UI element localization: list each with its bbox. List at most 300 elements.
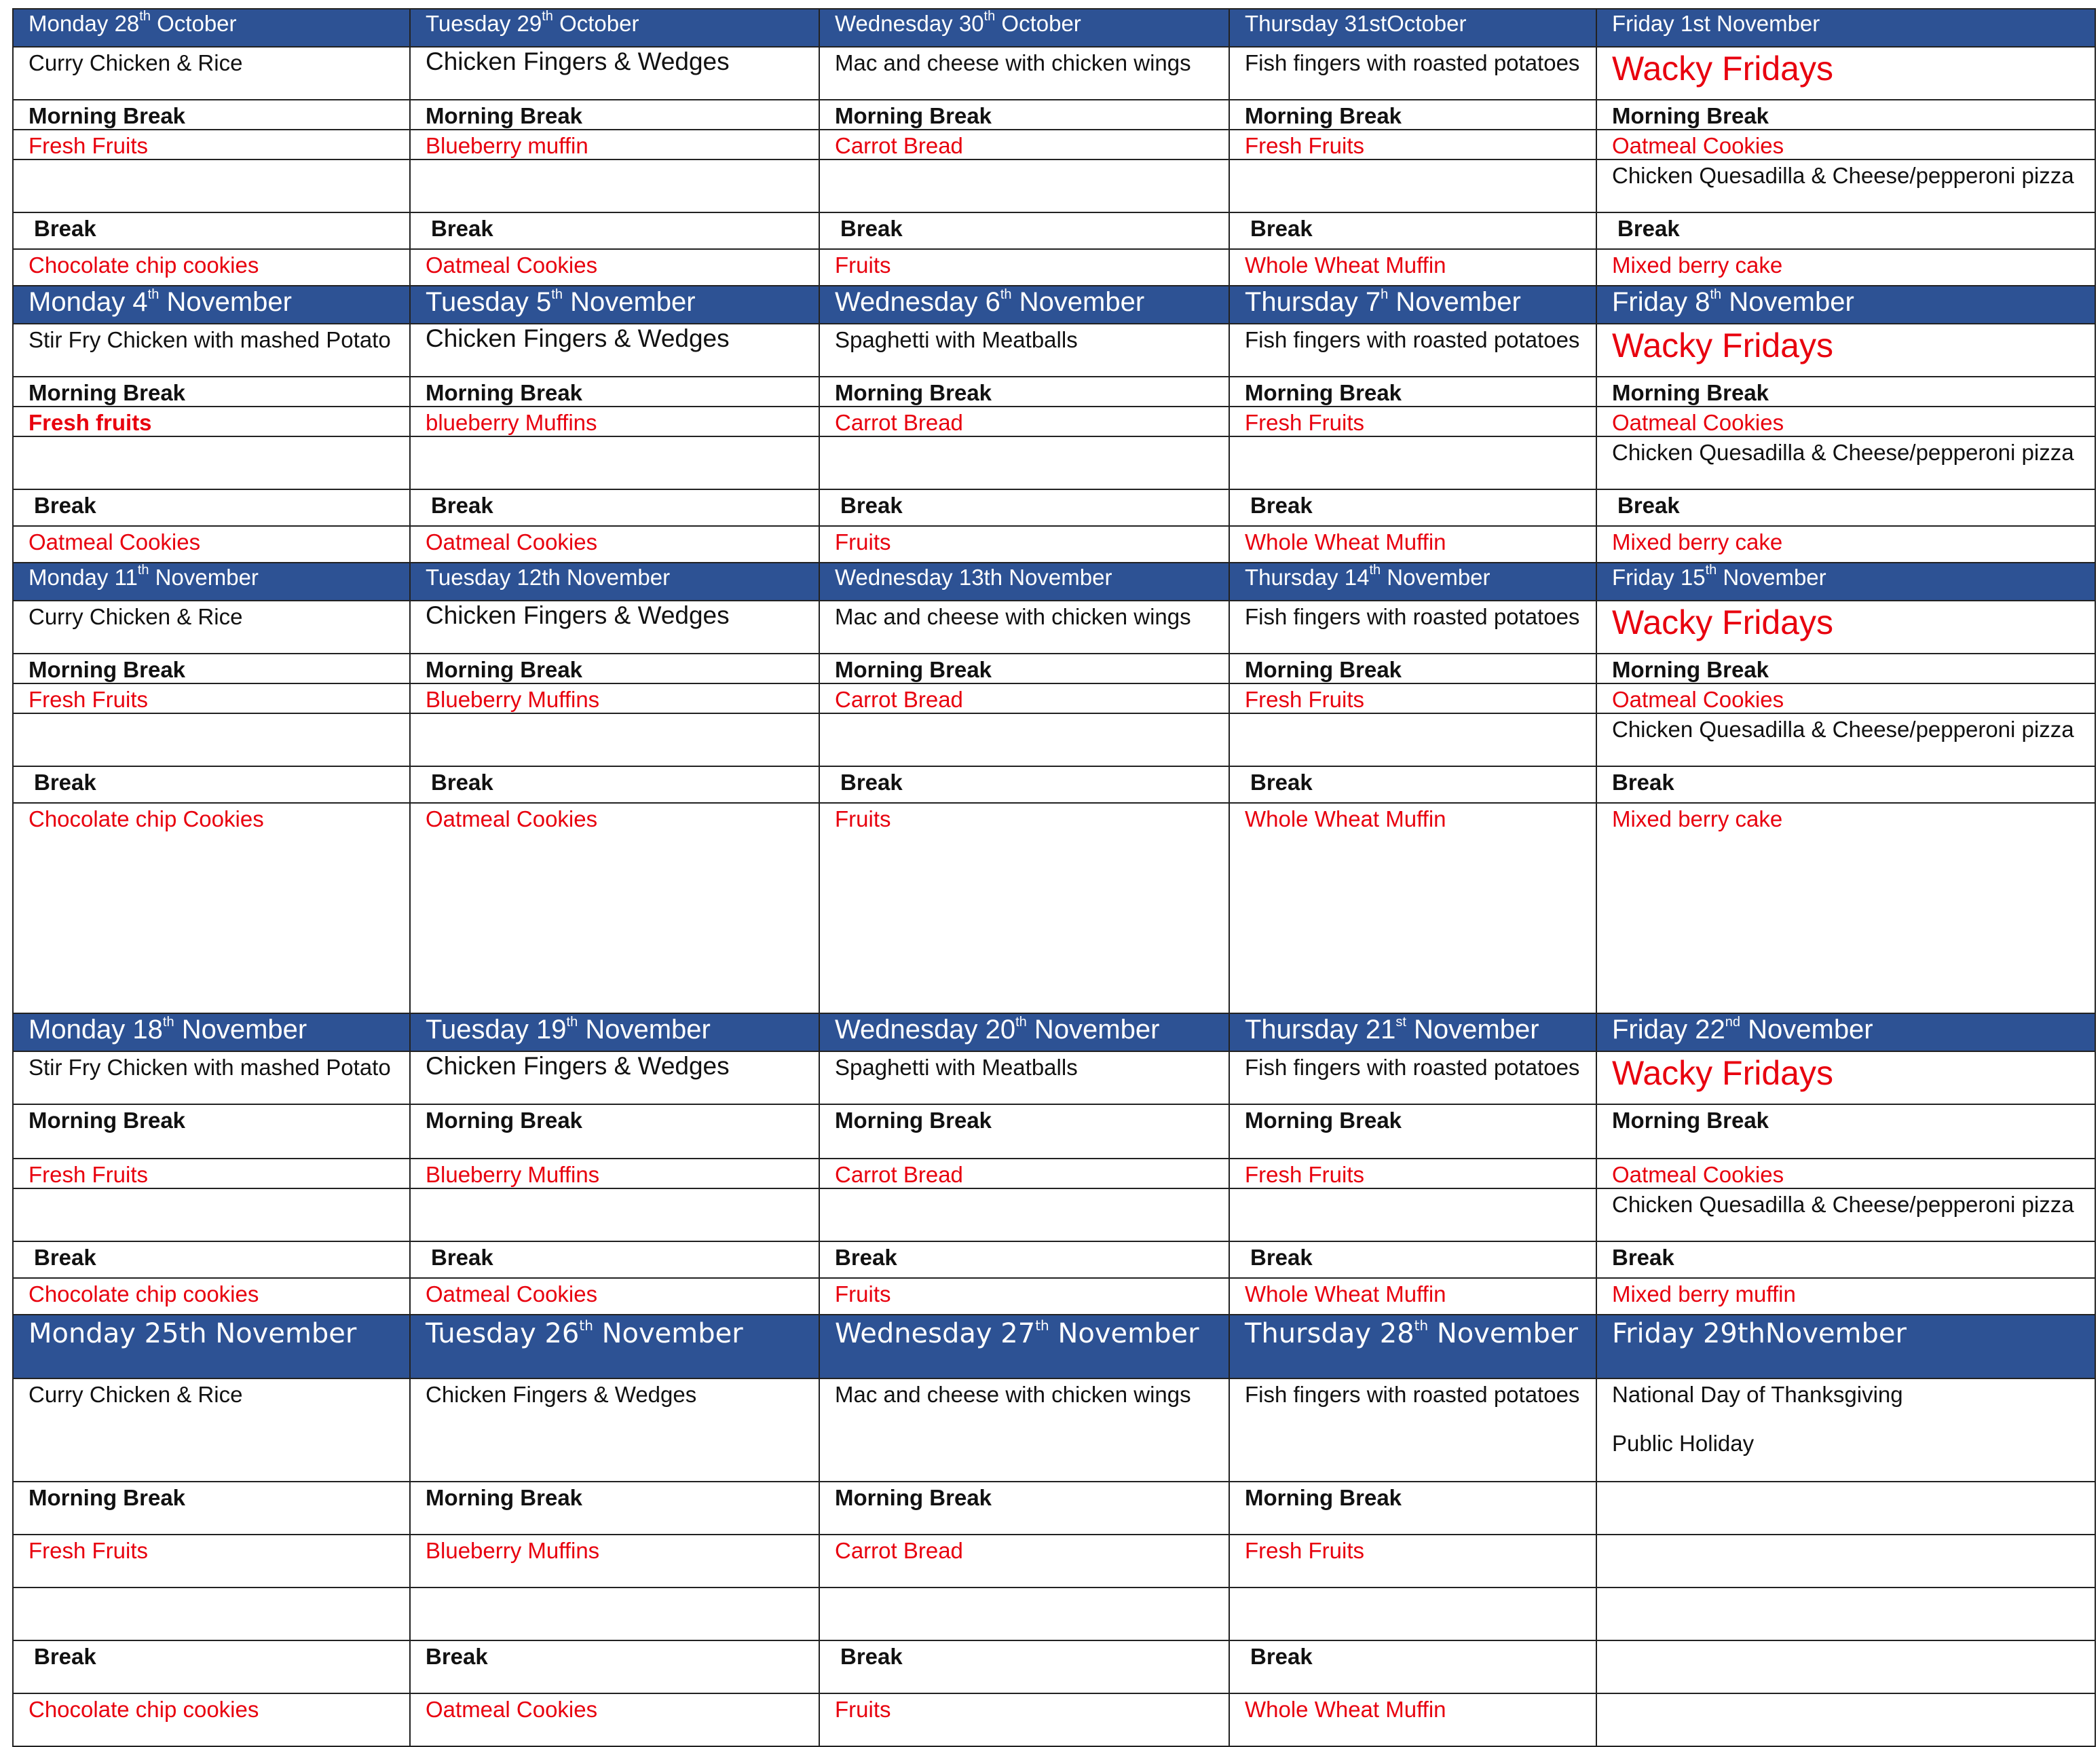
week-2-brk-row bbox=[13, 489, 2095, 526]
day-header-label: Thursday 31stOctober bbox=[1245, 11, 1467, 36]
day-header-month: November bbox=[578, 1015, 711, 1045]
week-5-extra-row bbox=[13, 1588, 2095, 1640]
day-header-label: Monday 18 bbox=[29, 1015, 163, 1045]
week-3-brk-row bbox=[13, 766, 2095, 803]
lunch-dish bbox=[13, 324, 410, 377]
break-snack: Mixed berry cake bbox=[1596, 526, 2095, 563]
lunch-dish-label: Fish fingers with roasted potatoes bbox=[1245, 327, 1580, 352]
day-header-month: November bbox=[1388, 287, 1521, 317]
morning-break-label: Morning Break bbox=[13, 1104, 410, 1159]
day-header-month: November bbox=[593, 1318, 743, 1349]
lunch-dish-label: Stir Fry Chicken with mashed Potato bbox=[29, 1055, 391, 1080]
friday-extra-dish bbox=[1229, 436, 1596, 489]
break-snack: Mixed berry muffin bbox=[1596, 1278, 2095, 1315]
morning-break-label: Morning Break bbox=[1596, 377, 2095, 407]
morning-snack: Fresh Fruits bbox=[13, 1159, 410, 1188]
break-label bbox=[1596, 1640, 2095, 1693]
day-header bbox=[410, 1315, 819, 1378]
friday-extra-dish bbox=[1229, 713, 1596, 766]
break-snack: Oatmeal Cookies bbox=[410, 526, 819, 563]
day-header-suffix: nd bbox=[1725, 1014, 1740, 1030]
lunch-dish bbox=[410, 47, 819, 100]
day-header bbox=[1229, 286, 1596, 324]
week-1-snack2-row bbox=[13, 249, 2095, 286]
week-3-mb-row bbox=[13, 654, 2095, 683]
break-snack: Mixed berry cake bbox=[1596, 803, 2095, 1013]
morning-snack bbox=[1596, 1535, 2095, 1588]
morning-snack: Carrot Bread bbox=[819, 1535, 1229, 1588]
day-header-suffix: th bbox=[1414, 1317, 1429, 1334]
week-4-snack1-row bbox=[13, 1159, 2095, 1188]
break-snack: Fruits bbox=[819, 249, 1229, 286]
break-snack bbox=[1596, 1693, 2095, 1746]
break-snack: Whole Wheat Muffin bbox=[1229, 526, 1596, 563]
lunch-dish bbox=[1596, 601, 2095, 654]
week-4-extra-row bbox=[13, 1188, 2095, 1241]
day-header-suffix: th bbox=[137, 563, 149, 578]
morning-snack: Fresh Fruits bbox=[1229, 407, 1596, 436]
day-header-suffix: th bbox=[566, 1014, 578, 1030]
day-header-month: November bbox=[1049, 1318, 1199, 1349]
break-label: Break bbox=[819, 1241, 1229, 1278]
day-header-suffix: th bbox=[147, 286, 160, 302]
morning-snack: blueberry Muffins bbox=[410, 407, 819, 436]
day-header-label: Monday 28 bbox=[29, 11, 140, 36]
break-label: Break bbox=[13, 1640, 410, 1693]
week-1-mb-row bbox=[13, 100, 2095, 130]
day-header-label: Monday 4 bbox=[29, 287, 148, 317]
friday-extra-dish bbox=[819, 1588, 1229, 1640]
friday-extra-dish bbox=[410, 1588, 819, 1640]
morning-break-label: Morning Break bbox=[819, 654, 1229, 683]
day-header-label: Tuesday 26 bbox=[426, 1318, 580, 1349]
lunch-dish bbox=[819, 1378, 1229, 1482]
day-header-month: November bbox=[174, 1015, 307, 1045]
week-5-snack2-row bbox=[13, 1693, 2095, 1746]
week-4-brk-row bbox=[13, 1241, 2095, 1278]
morning-snack: Fresh Fruits bbox=[1229, 683, 1596, 713]
day-header bbox=[1229, 563, 1596, 601]
day-header bbox=[1596, 9, 2095, 47]
break-label: Break bbox=[1596, 766, 2095, 803]
day-header-month: November bbox=[562, 287, 696, 317]
day-header bbox=[410, 9, 819, 47]
day-header bbox=[410, 286, 819, 324]
break-snack: Oatmeal Cookies bbox=[410, 1693, 819, 1746]
lunch-dish-label: Chicken Fingers & Wedges bbox=[426, 601, 730, 629]
morning-break-label bbox=[1596, 1482, 2095, 1535]
week-4-snack2-row bbox=[13, 1278, 2095, 1315]
day-header-label: Thursday 14 bbox=[1245, 565, 1370, 590]
lunch-dish-label: Fish fingers with roasted potatoes bbox=[1245, 1055, 1580, 1080]
friday-extra-dish bbox=[410, 1188, 819, 1241]
day-header bbox=[13, 9, 410, 47]
day-header-label: Friday 8 bbox=[1612, 287, 1710, 317]
lunch-dish-label: Chicken Fingers & Wedges bbox=[426, 1382, 697, 1407]
break-label: Break bbox=[1229, 212, 1596, 249]
morning-snack: Carrot Bread bbox=[819, 407, 1229, 436]
lunch-dish bbox=[1596, 47, 2095, 100]
day-header-month: November bbox=[149, 565, 259, 590]
break-label: Break bbox=[819, 489, 1229, 526]
morning-snack: Fresh Fruits bbox=[13, 130, 410, 159]
lunch-dish bbox=[819, 1051, 1229, 1104]
lunch-dish-label: Mac and cheese with chicken wings bbox=[835, 50, 1191, 75]
morning-snack: Oatmeal Cookies bbox=[1596, 130, 2095, 159]
break-snack: Chocolate chip cookies bbox=[13, 1693, 410, 1746]
day-header bbox=[819, 9, 1229, 47]
break-label: Break bbox=[1229, 766, 1596, 803]
friday-extra-dish bbox=[13, 1588, 410, 1640]
morning-break-label: Morning Break bbox=[819, 1482, 1229, 1535]
week-3-snack1-row bbox=[13, 683, 2095, 713]
friday-extra-dish: Chicken Quesadilla & Cheese/pepperoni pizza bbox=[1596, 713, 2095, 766]
day-header-suffix: th bbox=[139, 9, 151, 24]
day-header bbox=[1229, 1315, 1596, 1378]
day-header bbox=[819, 1315, 1229, 1378]
week-1-brk-row bbox=[13, 212, 2095, 249]
day-header bbox=[1596, 563, 2095, 601]
lunch-dish bbox=[1229, 1051, 1596, 1104]
morning-break-label: Morning Break bbox=[819, 1104, 1229, 1159]
break-label: Break bbox=[1596, 489, 2095, 526]
friday-extra-dish bbox=[13, 436, 410, 489]
day-header-label: Friday 29thNovember bbox=[1612, 1318, 1907, 1349]
lunch-dish bbox=[1229, 47, 1596, 100]
morning-break-label: Morning Break bbox=[1229, 377, 1596, 407]
morning-break-label: Morning Break bbox=[1596, 100, 2095, 130]
day-header bbox=[1229, 9, 1596, 47]
week-3-snack2-row bbox=[13, 803, 2095, 1013]
day-header-month: October bbox=[552, 11, 639, 36]
lunch-dish-label: Fish fingers with roasted potatoes bbox=[1245, 1382, 1580, 1407]
day-header-label: Thursday 21 bbox=[1245, 1015, 1396, 1045]
break-snack: Whole Wheat Muffin bbox=[1229, 249, 1596, 286]
day-header-month: October bbox=[150, 11, 237, 36]
break-label: Break bbox=[1229, 1640, 1596, 1693]
day-header-suffix: th bbox=[579, 1317, 593, 1334]
break-label: Break bbox=[1596, 212, 2095, 249]
lunch-dish bbox=[410, 1051, 819, 1104]
morning-snack: Fresh fruits bbox=[13, 407, 410, 436]
break-label: Break bbox=[410, 766, 819, 803]
day-header-month: November bbox=[1011, 287, 1145, 317]
lunch-dish-label: Wacky Fridays bbox=[1612, 326, 1833, 364]
week-5-mb-row bbox=[13, 1482, 2095, 1535]
day-header-suffix: th bbox=[1000, 286, 1012, 302]
friday-extra-dish bbox=[410, 436, 819, 489]
day-header-label: Friday 22 bbox=[1612, 1015, 1725, 1045]
lunch-dish-label: Wacky Fridays bbox=[1612, 1054, 1833, 1092]
break-snack: Oatmeal Cookies bbox=[410, 249, 819, 286]
day-header-month: October bbox=[995, 11, 1081, 36]
day-header bbox=[1596, 1013, 2095, 1051]
day-header-label: Tuesday 12th November bbox=[426, 565, 671, 590]
week-5-head-row bbox=[13, 1315, 2095, 1378]
lunch-dish bbox=[1596, 1378, 2095, 1482]
lunch-dish bbox=[13, 1378, 410, 1482]
friday-extra-dish: Chicken Quesadilla & Cheese/pepperoni pizza bbox=[1596, 159, 2095, 212]
lunch-dish bbox=[819, 47, 1229, 100]
lunch-dish-label: Curry Chicken & Rice bbox=[29, 1382, 243, 1407]
day-header-month: November bbox=[1406, 1015, 1539, 1045]
friday-extra-dish bbox=[410, 159, 819, 212]
break-label: Break bbox=[410, 489, 819, 526]
lunch-dish bbox=[13, 1051, 410, 1104]
week-2-extra-row bbox=[13, 436, 2095, 489]
break-label: Break bbox=[13, 1241, 410, 1278]
week-5-lunch-row bbox=[13, 1378, 2095, 1482]
lunch-dish-label: Chicken Fingers & Wedges bbox=[426, 324, 730, 352]
week-2-snack2-row bbox=[13, 526, 2095, 563]
break-label: Break bbox=[1596, 1241, 2095, 1278]
day-header-suffix: th bbox=[551, 286, 563, 302]
break-snack: Oatmeal Cookies bbox=[410, 803, 819, 1013]
lunch-dish-label: Spaghetti with Meatballs bbox=[835, 1055, 1078, 1080]
lunch-dish bbox=[819, 324, 1229, 377]
friday-extra-dish bbox=[819, 436, 1229, 489]
lunch-dish-label: Chicken Fingers & Wedges bbox=[426, 48, 730, 75]
friday-extra-dish bbox=[819, 159, 1229, 212]
friday-extra-dish bbox=[1229, 1188, 1596, 1241]
day-header-label: Wednesday 13th November bbox=[835, 565, 1112, 590]
morning-snack: Oatmeal Cookies bbox=[1596, 407, 2095, 436]
week-1-snack1-row bbox=[13, 130, 2095, 159]
day-header-month: November bbox=[1721, 287, 1854, 317]
morning-break-label: Morning Break bbox=[1229, 1104, 1596, 1159]
day-header bbox=[1229, 1013, 1596, 1051]
friday-extra-dish bbox=[1229, 159, 1596, 212]
day-header bbox=[819, 563, 1229, 601]
day-header-month: November bbox=[1381, 565, 1490, 590]
friday-extra-dish bbox=[1229, 1588, 1596, 1640]
morning-snack: Carrot Bread bbox=[819, 683, 1229, 713]
day-header-suffix: th bbox=[162, 1014, 174, 1030]
day-header bbox=[410, 563, 819, 601]
lunch-dish-label: Curry Chicken & Rice bbox=[29, 604, 243, 629]
day-header-label: Thursday 28 bbox=[1245, 1318, 1414, 1349]
break-label: Break bbox=[819, 212, 1229, 249]
lunch-dish bbox=[819, 601, 1229, 654]
lunch-dish-label: Mac and cheese with chicken wings bbox=[835, 1382, 1191, 1407]
week-2-lunch-row bbox=[13, 324, 2095, 377]
day-header-month: November bbox=[1026, 1015, 1160, 1045]
lunch-dish bbox=[410, 324, 819, 377]
week-4-lunch-row bbox=[13, 1051, 2095, 1104]
day-header bbox=[410, 1013, 819, 1051]
lunch-dish-label: Wacky Fridays bbox=[1612, 603, 1833, 641]
day-header bbox=[1596, 1315, 2095, 1378]
morning-snack: Blueberry Muffins bbox=[410, 683, 819, 713]
friday-extra-dish bbox=[819, 713, 1229, 766]
day-header-suffix: th bbox=[1710, 286, 1722, 302]
week-4-head-row bbox=[13, 1013, 2095, 1051]
lunch-dish bbox=[13, 601, 410, 654]
morning-break-label: Morning Break bbox=[13, 377, 410, 407]
menu-body bbox=[13, 9, 2095, 1746]
break-label: Break bbox=[13, 489, 410, 526]
day-header-label: Thursday 7 bbox=[1245, 287, 1381, 317]
friday-extra-dish: Chicken Quesadilla & Cheese/pepperoni pizza bbox=[1596, 1188, 2095, 1241]
morning-break-label: Morning Break bbox=[410, 100, 819, 130]
break-label: Break bbox=[13, 212, 410, 249]
break-snack: Whole Wheat Muffin bbox=[1229, 1693, 1596, 1746]
day-header bbox=[13, 563, 410, 601]
lunch-dish-label: Fish fingers with roasted potatoes bbox=[1245, 604, 1580, 629]
morning-break-label: Morning Break bbox=[1229, 100, 1596, 130]
lunch-dish-label: Spaghetti with Meatballs bbox=[835, 327, 1078, 352]
week-5-brk-row bbox=[13, 1640, 2095, 1693]
lunch-dish bbox=[1229, 324, 1596, 377]
week-1-lunch-row bbox=[13, 47, 2095, 100]
break-snack: Fruits bbox=[819, 1693, 1229, 1746]
morning-break-label: Morning Break bbox=[13, 654, 410, 683]
break-label: Break bbox=[1229, 1241, 1596, 1278]
break-label: Break bbox=[410, 1241, 819, 1278]
lunch-dish-label: National Day of Thanksgiving bbox=[1612, 1382, 1903, 1407]
day-header bbox=[13, 1013, 410, 1051]
week-2-mb-row bbox=[13, 377, 2095, 407]
lunch-dish-label: Mac and cheese with chicken wings bbox=[835, 604, 1191, 629]
week-2-head-row bbox=[13, 286, 2095, 324]
holiday-note: Public Holiday bbox=[1612, 1431, 1755, 1456]
day-header-label: Tuesday 29 bbox=[426, 11, 542, 36]
day-header-label: Monday 11 bbox=[29, 565, 138, 590]
lunch-dish-label: Chicken Fingers & Wedges bbox=[426, 1052, 730, 1080]
day-header bbox=[819, 1013, 1229, 1051]
break-label: Break bbox=[819, 766, 1229, 803]
morning-break-label: Morning Break bbox=[819, 377, 1229, 407]
morning-snack: Blueberry Muffins bbox=[410, 1159, 819, 1188]
morning-break-label: Morning Break bbox=[1229, 1482, 1596, 1535]
break-snack: Oatmeal Cookies bbox=[410, 1278, 819, 1315]
morning-snack: Fresh Fruits bbox=[1229, 130, 1596, 159]
lunch-dish bbox=[1229, 601, 1596, 654]
day-header-month: November bbox=[1717, 565, 1826, 590]
morning-break-label: Morning Break bbox=[410, 1104, 819, 1159]
morning-break-label: Morning Break bbox=[1596, 1104, 2095, 1159]
day-header-suffix: st bbox=[1395, 1014, 1406, 1030]
morning-snack: Oatmeal Cookies bbox=[1596, 683, 2095, 713]
week-3-extra-row bbox=[13, 713, 2095, 766]
break-label: Break bbox=[1229, 489, 1596, 526]
break-snack: Chocolate chip cookies bbox=[13, 249, 410, 286]
morning-snack: Oatmeal Cookies bbox=[1596, 1159, 2095, 1188]
day-header-label: Monday 25th November bbox=[29, 1318, 357, 1349]
break-label: Break bbox=[410, 212, 819, 249]
lunch-dish bbox=[410, 601, 819, 654]
friday-extra-dish bbox=[13, 159, 410, 212]
break-snack: Fruits bbox=[819, 803, 1229, 1013]
day-header-suffix: th bbox=[983, 9, 996, 24]
week-2-snack1-row bbox=[13, 407, 2095, 436]
friday-extra-dish bbox=[1596, 1588, 2095, 1640]
week-5-snack1-row bbox=[13, 1535, 2095, 1588]
day-header-suffix: th bbox=[1015, 1014, 1027, 1030]
break-snack: Oatmeal Cookies bbox=[13, 526, 410, 563]
morning-snack: Fresh Fruits bbox=[1229, 1159, 1596, 1188]
lunch-menu-table bbox=[12, 8, 2096, 1747]
lunch-dish bbox=[1596, 1051, 2095, 1104]
friday-extra-dish bbox=[13, 713, 410, 766]
day-header-suffix: th bbox=[1705, 563, 1717, 578]
break-snack: Fruits bbox=[819, 526, 1229, 563]
day-header-month: November bbox=[159, 287, 292, 317]
day-header-label: Tuesday 5 bbox=[426, 287, 552, 317]
lunch-dish bbox=[410, 1378, 819, 1482]
morning-snack: Carrot Bread bbox=[819, 130, 1229, 159]
friday-extra-dish bbox=[819, 1188, 1229, 1241]
friday-extra-dish bbox=[13, 1188, 410, 1241]
day-header bbox=[13, 1315, 410, 1378]
break-label: Break bbox=[819, 1640, 1229, 1693]
morning-break-label: Morning Break bbox=[410, 377, 819, 407]
day-header-label: Tuesday 19 bbox=[426, 1015, 567, 1045]
day-header-label: Wednesday 30 bbox=[835, 11, 984, 36]
lunch-dish-label: Wacky Fridays bbox=[1612, 50, 1833, 88]
morning-snack: Blueberry Muffins bbox=[410, 1535, 819, 1588]
morning-break-label: Morning Break bbox=[13, 100, 410, 130]
morning-snack: Fresh Fruits bbox=[13, 683, 410, 713]
week-1-head-row bbox=[13, 9, 2095, 47]
day-header-suffix: h bbox=[1381, 286, 1389, 302]
lunch-dish-label: Curry Chicken & Rice bbox=[29, 50, 243, 75]
day-header-suffix: th bbox=[1035, 1317, 1049, 1334]
morning-snack: Blueberry muffin bbox=[410, 130, 819, 159]
break-snack: Chocolate chip cookies bbox=[13, 1278, 410, 1315]
lunch-dish bbox=[1596, 324, 2095, 377]
lunch-dish-label: Fish fingers with roasted potatoes bbox=[1245, 50, 1580, 75]
morning-break-label: Morning Break bbox=[819, 100, 1229, 130]
day-header-label: Wednesday 27 bbox=[835, 1318, 1036, 1349]
lunch-dish bbox=[13, 47, 410, 100]
break-snack: Fruits bbox=[819, 1278, 1229, 1315]
week-3-lunch-row bbox=[13, 601, 2095, 654]
day-header bbox=[1596, 286, 2095, 324]
day-header-month: November bbox=[1428, 1318, 1578, 1349]
day-header-suffix: th bbox=[1369, 563, 1381, 578]
break-label: Break bbox=[410, 1640, 819, 1693]
break-snack: Whole Wheat Muffin bbox=[1229, 1278, 1596, 1315]
break-snack: Whole Wheat Muffin bbox=[1229, 803, 1596, 1013]
day-header bbox=[13, 286, 410, 324]
friday-extra-dish bbox=[410, 713, 819, 766]
day-header-label: Friday 1st November bbox=[1612, 11, 1820, 36]
morning-break-label: Morning Break bbox=[1596, 654, 2095, 683]
break-snack: Chocolate chip Cookies bbox=[13, 803, 410, 1013]
week-3-head-row bbox=[13, 563, 2095, 601]
morning-break-label: Morning Break bbox=[1229, 654, 1596, 683]
morning-snack: Fresh Fruits bbox=[1229, 1535, 1596, 1588]
morning-snack: Carrot Bread bbox=[819, 1159, 1229, 1188]
day-header-suffix: th bbox=[542, 9, 553, 24]
day-header-label: Wednesday 20 bbox=[835, 1015, 1016, 1045]
morning-snack: Fresh Fruits bbox=[13, 1535, 410, 1588]
friday-extra-dish: Chicken Quesadilla & Cheese/pepperoni pizza bbox=[1596, 436, 2095, 489]
break-label: Break bbox=[13, 766, 410, 803]
day-header bbox=[819, 286, 1229, 324]
lunch-dish-label: Stir Fry Chicken with mashed Potato bbox=[29, 327, 391, 352]
morning-break-label: Morning Break bbox=[13, 1482, 410, 1535]
morning-break-label: Morning Break bbox=[410, 654, 819, 683]
morning-break-label: Morning Break bbox=[410, 1482, 819, 1535]
day-header-label: Friday 15 bbox=[1612, 565, 1706, 590]
week-4-mb-row bbox=[13, 1104, 2095, 1159]
lunch-dish bbox=[1229, 1378, 1596, 1482]
week-1-extra-row bbox=[13, 159, 2095, 212]
day-header-month: November bbox=[1740, 1015, 1873, 1045]
day-header-label: Wednesday 6 bbox=[835, 287, 1000, 317]
